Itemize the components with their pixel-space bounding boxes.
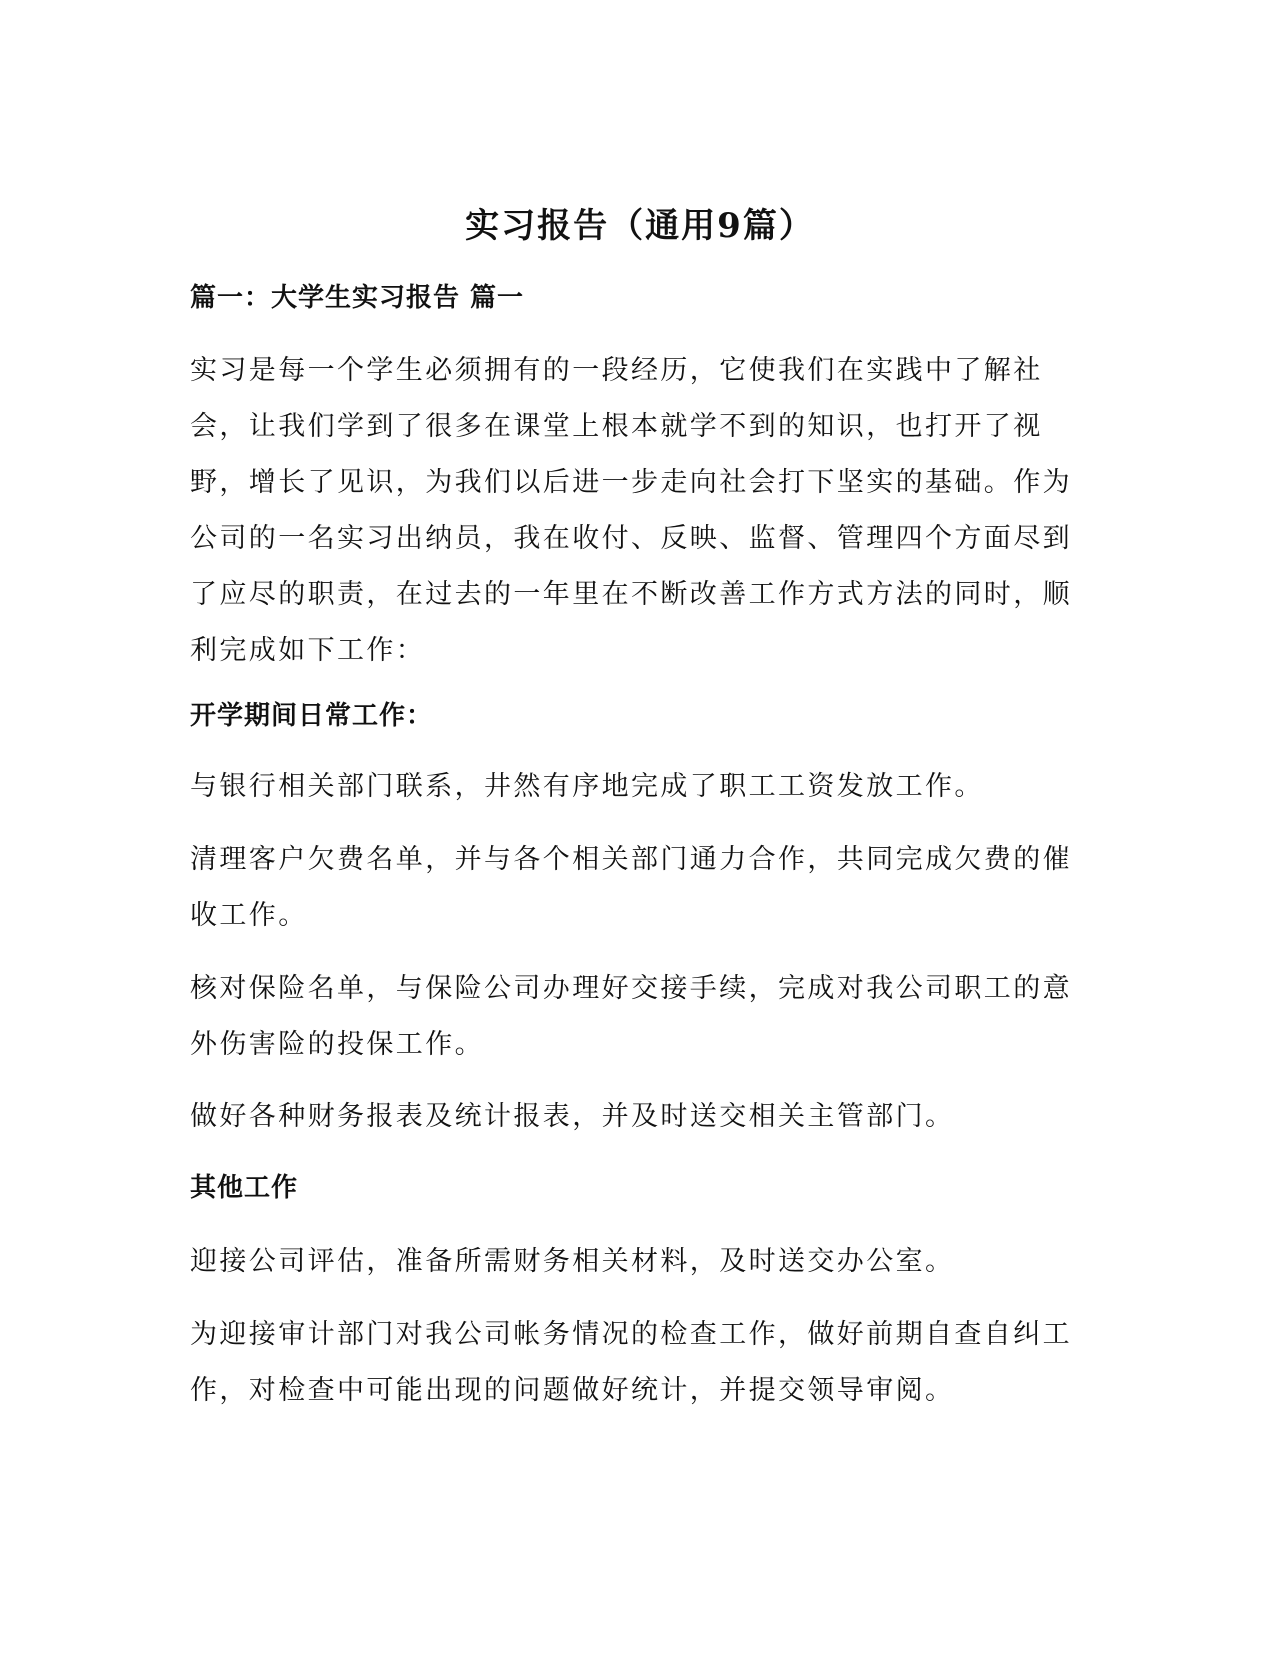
subheading-daily-work: 开学期间日常工作： xyxy=(190,701,434,731)
paragraph-item-2: 清理客户欠费名单，并与各个相关部门通力合作，共同完成欠费的催收工作。 xyxy=(190,844,1072,931)
subheading-other-work: 其他工作 xyxy=(190,1173,299,1203)
section-heading: 篇一：大学生实习报告 篇一 xyxy=(190,283,525,313)
paragraph-item-6: 为迎接审计部门对我公司帐务情况的检查工作，做好前期自查自纠工作，对检查中可能出现的问题做好统计，并提交领导审阅。 xyxy=(190,1319,1072,1406)
paragraph-item-4: 做好各种财务报表及统计报表，并及时送交相关主管部门。 xyxy=(190,1101,955,1132)
intro-paragraph: 实习是每一个学生必须拥有的一段经历，它使我们在实践中了解社会，让我们学到了很多在课堂上根本就学不到的知识，也打开了视野，增长了见识，为我们以后进一步走向社会打下坚实的基础。作为公司的一名实习出纳员，我在收付、反映、监督、管理四个方面尽到了应尽的职责，在过去的一年里在不断改善工作方式方法的同时，顺利完成如下工作： xyxy=(190,355,1072,666)
document-title: 实习报告（通用9篇） xyxy=(465,206,815,246)
paragraph-item-1: 与银行相关部门联系，井然有序地完成了职工工资发放工作。 xyxy=(190,771,984,802)
paragraph-item-3: 核对保险名单，与保险公司办理好交接手续，完成对我公司职工的意外伤害险的投保工作。 xyxy=(190,973,1072,1060)
paragraph-item-5: 迎接公司评估，准备所需财务相关材料，及时送交办公室。 xyxy=(190,1246,955,1277)
